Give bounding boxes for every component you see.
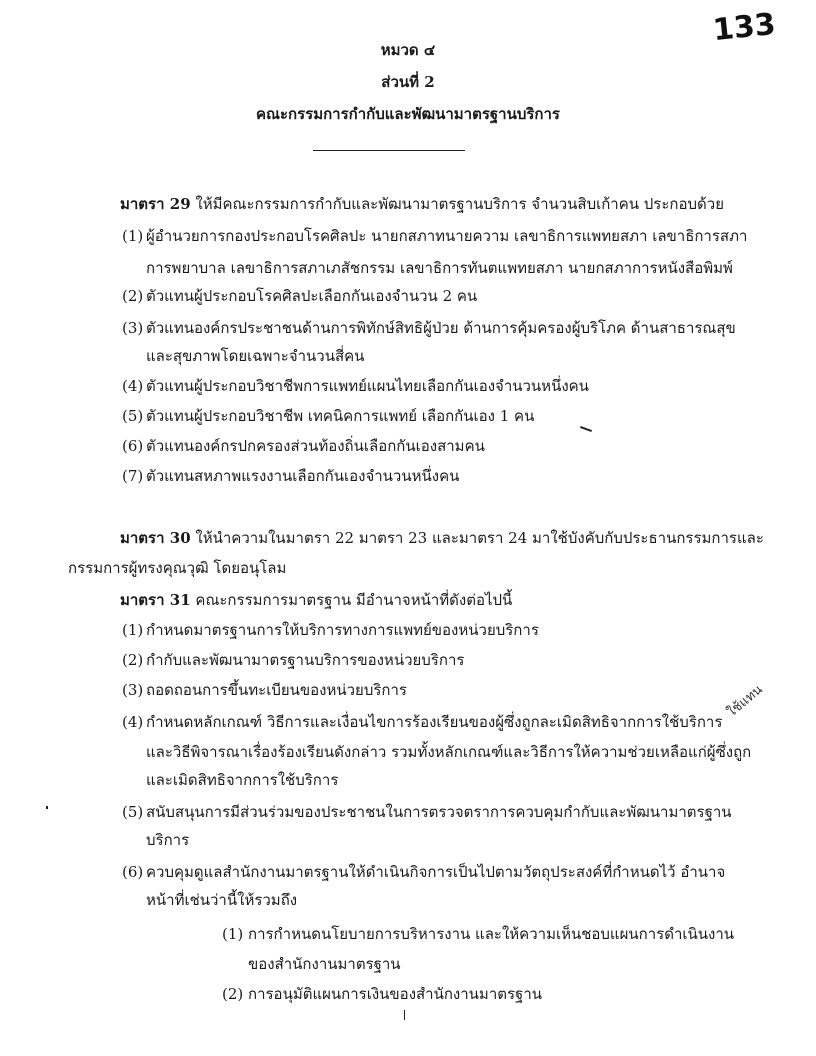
- s31-item-2-num: (2): [122, 651, 144, 669]
- s31-item-2-line-1: กำกับและพัฒนามาตรฐานบริการของหน่วยบริการ: [146, 651, 465, 669]
- s29-item-6-line-1: ตัวแทนองค์กรปกครองส่วนท้องถิ่นเลือกกันเองสามคน: [146, 437, 485, 455]
- handwritten-margin-note: ใช้แทน: [724, 682, 766, 721]
- s31-item-5-line-2: บริการ: [146, 831, 190, 849]
- s29-item-6-num: (6): [122, 437, 144, 455]
- part-heading: ส่วนที่ 2: [381, 73, 435, 91]
- s29-item-5-num: (5): [122, 407, 144, 425]
- s29-item-7-line-1: ตัวแทนสหภาพแรงงานเลือกกันเองจำนวนหนึ่งคน: [146, 467, 460, 485]
- s31-item-4-line-2: และวิธีพิจารณาเรื่องร้องเรียนดังกล่าว รวมทั้งหลักเกณฑ์และวิธีการให้ความช่วยเหลือแก่ผู้ซึ่งถูก: [146, 743, 752, 761]
- s31-item-1-num: (1): [122, 621, 144, 639]
- s31-subitem-2-num: (2): [222, 985, 244, 1003]
- s31-subitem-1-line-1: การกำหนดนโยบายการบริหารงาน และให้ความเห็นชอบแผนการดำเนินงาน: [248, 925, 735, 943]
- s29-item-1-line-2: การพยาบาล เลขาธิการสภาเภสัชกรรม เลขาธิการทันตแพทยสภา นายกสภาการหนังสือพิมพ์: [146, 259, 733, 277]
- s31-subitem-1-line-2: ของสำนักงานมาตรฐาน: [248, 955, 401, 973]
- s31-item-4-line-3: และเมิดสิทธิจากการใช้บริการ: [146, 771, 339, 789]
- section-30-cont: กรรมการผู้ทรงคุณวุฒิ โดยอนุโลม: [68, 559, 287, 577]
- chapter-heading: หมวด ๔: [380, 41, 436, 59]
- s29-item-3-line-1: ตัวแทนองค์กรประชาชนด้านการพิทักษ์สิทธิผู้ป่วย ด้านการคุ้มครองผู้บริโภค ด้านสาธารณสุข: [146, 319, 736, 337]
- s31-subitem-2-line-1: การอนุมัติแผนการเงินของสำนักงานมาตรฐาน: [248, 985, 542, 1003]
- s31-item-6-line-1: ควบคุมดูแลสำนักงานมาตรฐานให้ดำเนินกิจการเป็นไปตามวัตถุประสงค์ที่กำหนดไว้ อำนาจ: [146, 863, 726, 881]
- s31-item-3-num: (3): [122, 681, 144, 699]
- committee-title: คณะกรรมการกำกับและพัฒนามาตรฐานบริการ: [256, 105, 560, 123]
- s29-item-1-line-1: ผู้อำนวยการกองประกอบโรคศิลปะ นายกสภาทนายความ เลขาธิการแพทยสภา เลขาธิการสภา: [146, 227, 748, 245]
- s29-item-5-line-1: ตัวแทนผู้ประกอบวิชาชีพ เทคนิคการแพทย์ เลือกกันเอง 1 คน: [146, 407, 535, 425]
- s31-item-4-line-1: กำหนดหลักเกณฑ์ วิธีการและเงื่อนไขการร้องเรียนของผู้ซึ่งถูกละเมิดสิทธิจากการใช้บริการ: [146, 713, 723, 731]
- handwritten-page-number: 133: [711, 6, 778, 49]
- scan-speck: [404, 1010, 405, 1020]
- section-30-lead: มาตรา 30: [120, 529, 191, 547]
- s29-item-2-line-1: ตัวแทนผู้ประกอบโรคศิลปะเลือกกันเองจำนวน 2 คน: [146, 287, 478, 305]
- s31-item-1-line-1: กำหนดมาตรฐานการให้บริการทางการแพทย์ของหน่วยบริการ: [146, 621, 539, 639]
- section-29-lead: มาตรา 29: [120, 195, 191, 213]
- s29-item-3-line-2: และสุขภาพโดยเฉพาะจำนวนสี่คน: [146, 347, 365, 365]
- s31-item-3-line-1: ถอดถอนการขึ้นทะเบียนของหน่วยบริการ: [146, 681, 407, 699]
- section-30-intro: [120, 528, 764, 548]
- section-29-intro: [120, 194, 724, 214]
- s31-subitem-1-num: (1): [222, 925, 244, 943]
- section-29-text: ให้มีคณะกรรมการกำกับและพัฒนามาตรฐานบริการ จำนวนสิบเก้าคน ประกอบด้วย: [195, 195, 724, 213]
- section-31-lead: มาตรา 31: [120, 591, 191, 609]
- s29-item-4-num: (4): [122, 377, 144, 395]
- s29-item-2-num: (2): [122, 287, 144, 305]
- section-30-text: ให้นำความในมาตรา 22 มาตรา 23 และมาตรา 24 มาใช้บังคับกับประธานกรรมการและ: [195, 529, 764, 547]
- scan-speck: [580, 426, 592, 432]
- s29-item-1-num: (1): [122, 227, 144, 245]
- s31-item-6-line-2: หน้าที่เช่นว่านี้ให้รวมถึง: [146, 891, 298, 909]
- section-31-text: คณะกรรมการมาตรฐาน มีอำนาจหน้าที่ดังต่อไปนี้: [195, 591, 513, 609]
- scan-speck: [46, 806, 48, 809]
- s31-item-6-num: (6): [122, 863, 144, 881]
- s31-item-5-num: (5): [122, 803, 144, 821]
- section-31-intro: [120, 590, 512, 610]
- s29-item-3-num: (3): [122, 319, 144, 337]
- s29-item-4-line-1: ตัวแทนผู้ประกอบวิชาชีพการแพทย์แผนไทยเลือกกันเองจำนวนหนึ่งคน: [146, 377, 589, 395]
- s31-item-4-num: (4): [122, 713, 144, 731]
- s31-item-5-line-1: สนับสนุนการมีส่วนร่วมของประชาชนในการตรวจตราการควบคุมกำกับและพัฒนามาตรฐาน: [146, 803, 732, 821]
- s29-item-7-num: (7): [122, 467, 144, 485]
- title-underline: [313, 150, 465, 151]
